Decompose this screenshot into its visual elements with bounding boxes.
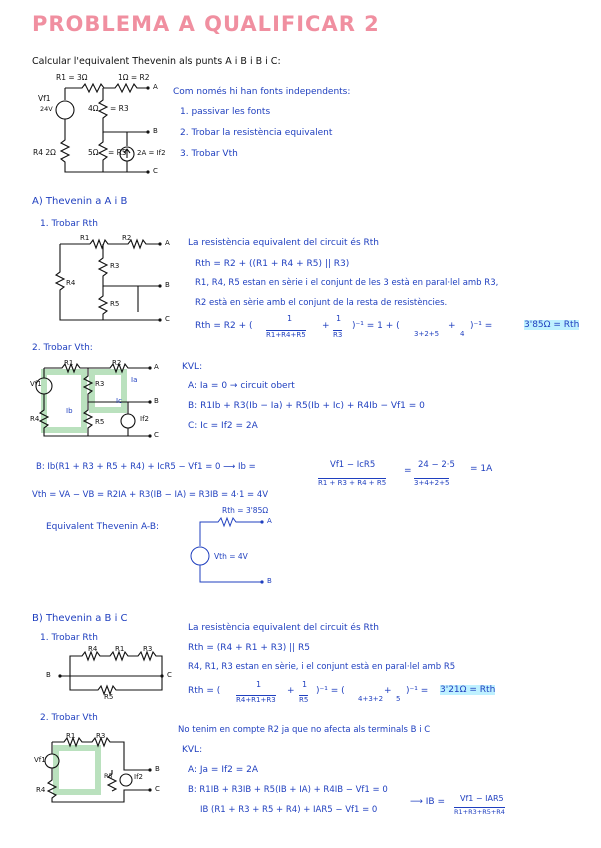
partB-sub1: 1. Trobar Rth [40,633,98,643]
label-r3: 4Ω [88,104,99,113]
partB-rth-result: 3'21Ω = Rth [440,685,496,695]
pb2-r4: R4 [36,786,46,794]
pa2-ia: Ia [131,376,138,384]
partB-eq-den2: R5 [299,696,309,704]
partA-line2: Rth = R2 + ((R1 + R4 + R5) || R3) [195,259,350,269]
partA-kvl-b: B: R1Ib + R3(Ib − Ia) + R5(Ib + Ic) + R4Ib − Vf1 = 0 [188,401,425,411]
pa2-ib: Ib [66,407,73,415]
partB-eq-plus: + [287,686,295,696]
partA-kvl: KVL: [182,362,203,372]
pa2-term-b: B [154,397,159,405]
terminal-b: B [153,127,158,135]
partA-equiv-label: Equivalent Thevenin A-B: [46,522,160,532]
partB-eq-den3: 4+3+2 [358,695,384,703]
partB-eq-den1: R4+R1+R3 [236,696,276,704]
pa2-r2: R2 [112,359,122,367]
pa-term-b: B [165,281,170,289]
partB-heading: B) Thevenin a B i C [32,613,128,624]
partA-solve-eq: = [404,466,412,476]
pb2-term-c: C [155,785,160,793]
pb2-r3: R3 [96,732,106,740]
step-2: 2. Trobar la resistència equivalent [180,128,333,138]
label-r3b: = R3 [110,104,129,113]
pb-term-b: B [46,671,51,679]
label-r4: R4 2Ω [33,148,56,157]
label-vf1-value: 24V [40,105,53,113]
partA-terminal-b: B [267,577,272,585]
partB-eq-end: )⁻¹ = [406,686,429,696]
partA-line4: R2 està en sèrie amb el conjunt de la resta de resistències. [195,298,448,308]
partB-result-num: Vf1 − IAR5 [460,794,504,803]
partA-sub2: 2. Trobar Vth: [32,343,93,353]
terminal-c: C [153,167,158,175]
partA-rth-box: Rth = 3'85Ω [222,506,269,515]
partA-rth-result: 3'85Ω = Rth [524,320,580,330]
partB-eq-num1: 1 [256,680,262,689]
partB-vth-circuit [45,738,152,802]
partB-eq-plus2: + [384,686,392,696]
partA-solve-num2: 24 − 2·5 [418,460,455,470]
partA-eq-den1: R1+R4+R5 [266,331,306,339]
pb-r3: R3 [143,645,153,653]
partA-equivalent-circuit [191,518,264,584]
pa2-term-c: C [154,431,159,439]
voltage-source-icon [56,101,74,119]
partA-solve-num: Vf1 − IcR5 [330,460,376,470]
pa-term-a: A [165,239,170,247]
pa-term-c: C [165,315,170,323]
pb2-term-b: B [155,765,160,773]
partB-line1: La resistència equivalent del circuit és Rth [188,623,380,633]
pa2-r5: R5 [95,418,105,426]
partA-eq-end: )⁻¹ = [470,321,493,331]
partA-eq-num1: 1 [287,314,293,323]
pa2-ic: Ic [116,397,122,405]
pa2-vf1: Vf1 [30,380,42,388]
page-title: PROBLEMA A QUALIFICAR 2 [32,12,380,36]
partA-eq-num2: 1 [336,314,342,323]
terminal-a: A [153,83,158,91]
partA-solve-den2: 3+4+2+5 [414,479,450,487]
pb2-if2: If2 [134,773,143,781]
main-circuit [56,84,150,174]
partB-kvl-a: A: Ja = If2 = 2A [188,765,259,775]
pa-r3: R3 [110,262,120,270]
pa-r1: R1 [80,234,90,242]
partB-eq-start: Rth = ( [188,686,221,696]
partA-terminal-a: A [267,517,272,525]
partA-line3: R1, R4, R5 estan en sèrie i el conjunt de les 3 està en paral·lel amb R3, [195,278,499,288]
partB-line2: Rth = (R4 + R1 + R3) || R5 [188,643,311,653]
partA-kvl-c: C: Ic = If2 = 2A [188,421,258,431]
partB-note: No tenim en compte R2 ja que no afecta als terminals B i C [178,725,431,735]
partB-eq-mid: )⁻¹ = ( [316,686,345,696]
pa-r5: R5 [110,300,120,308]
label-r2: 1Ω = R2 [118,73,150,82]
partB-rth-circuit [58,652,163,694]
pa2-r4: R4 [30,415,40,423]
label-r1: R1 = 3Ω [56,73,88,82]
label-r5b: = R5 [108,148,127,157]
partB-kvl-b2: IB (R1 + R3 + R5 + R4) + IAR5 − Vf1 = 0 [200,805,378,815]
partA-heading: A) Thevenin a A i B [32,196,128,207]
label-r5: 5Ω [88,148,99,157]
steps-intro: Com només hi han fonts independents: [173,87,351,97]
partA-eq-plus: + [322,321,330,331]
pb-r1: R1 [115,645,125,653]
partB-sub2: 2. Trobar Vth [40,713,98,723]
pa2-r3: R3 [95,380,105,388]
partA-solve-den: R1 + R3 + R4 + R5 [318,479,387,487]
step-1: 1. passivar les fonts [180,107,271,117]
pb2-vf1: Vf1 [34,756,46,764]
partB-kvl-b: B: R1IB + R3IB + R5(IB + IA) + R4IB − Vf1 = 0 [188,785,388,795]
pb-r4: R4 [88,645,98,653]
pa-r2: R2 [122,234,132,242]
pb2-r1: R1 [66,732,76,740]
pa2-r1: R1 [64,359,74,367]
label-if2: 2A = If2 [137,149,166,157]
pb-term-c: C [167,671,172,679]
partA-line1: La resistència equivalent del circuit és Rth [188,238,380,248]
partA-vth-box: Vth = 4V [214,552,248,561]
partA-sub1: 1. Trobar Rth [40,219,98,229]
partA-solve-result: = 1A [470,464,493,474]
partB-eq-den4: 5 [396,695,401,703]
partA-eq-mid: )⁻¹ = 1 + ( [352,321,400,331]
step-3: 3. Trobar Vth [180,149,238,159]
partB-eq-num2: 1 [302,680,308,689]
partA-vth: Vth = VA − VB = R2IA + R3(IB − IA) = R3IB = 4·1 = 4V [32,490,269,500]
pb2-r5: R5 [104,772,113,780]
partA-eq-start: Rth = R2 + ( [195,321,253,331]
partB-result: ⟶ IB = [410,797,445,807]
partA-eq-plus2: + [448,321,456,331]
partA-eq-den3: 3+2+5 [414,330,440,338]
partA-eq-den4: 4 [460,330,465,338]
partB-result-den: R1+R3+R5+R4 [454,808,505,816]
pa2-if2: If2 [140,415,149,423]
partA-kvl-a: A: Ia = 0 → circuit obert [188,381,295,391]
partA-eq-den2: R3 [333,331,343,339]
pb-r5: R5 [104,693,114,701]
partB-line3: R4, R1, R3 estan en sèrie, i el conjunt està en paral·lel amb R5 [188,662,456,672]
partB-kvl: KVL: [182,745,203,755]
problem-statement: Calcular l'equivalent Thevenin als punts A i B i B i C: [32,56,281,67]
pa2-term-a: A [154,363,159,371]
partA-solve: B: Ib(R1 + R3 + R5 + R4) + IcR5 − Vf1 = 0 ⟶ Ib = [36,462,256,472]
pa-r4: R4 [66,279,76,287]
label-vf1: Vf1 [38,94,51,103]
